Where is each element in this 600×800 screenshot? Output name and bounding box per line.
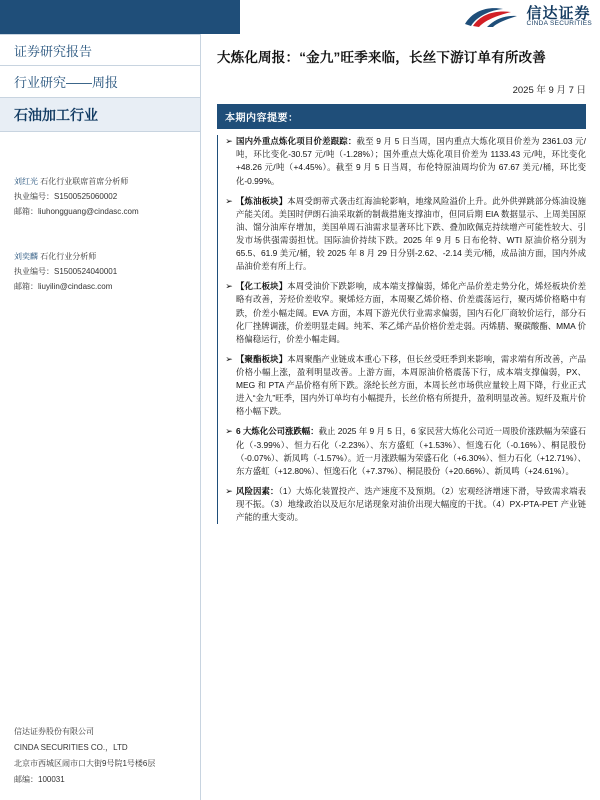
sidebar-band-research-report: 证券研究报告 [0,34,200,66]
analyst-1-name: 刘红光 [14,177,38,186]
list-item [218,135,586,187]
logo-english-name: CINDA SECURITIES [526,20,592,28]
main-content [201,34,600,800]
list-item [218,353,586,419]
logo-text [527,6,592,29]
bullet-lead: 国内外重点炼化项目价差跟踪： [236,136,357,147]
bullet-arrow-icon: ➢ [225,136,233,147]
bullet-body-text: 截至 9 月 5 日当周，国内重点大炼化项目价差为 2361.03 元/吨，环比变化-30.57 元/吨（-1.28%）；国外重点大炼化项目价差为 1133.43 元/吨，环比变化+48.26 元/吨（+4.45%）。截至 9 月 5 日当周，布伦特原油周均价为 67.67 美元/桶，环比变化-0.99%。 [236,136,586,186]
list-item [218,280,586,346]
analyst-block-2 [14,249,192,295]
bullet-lead: 6 大炼化公司涨跌幅： [236,426,319,437]
bullet-arrow-icon: ➢ [225,485,233,496]
sidebar-band-industry-weekly: 行业研究——周报 [0,66,200,98]
analyst-1-license: 执业编号：S1500525060002 [14,192,118,202]
bullet-body-text: 本周聚酯产业链成本重心下移，但长丝受旺季到来影响，需求端有所改善，产品价格小幅上涨，盈利明显改善。上游方面，本周原油价格震荡下行，成本端支撑偏弱，PX、MEG 和 PTA 产品价格有所下跌。涤纶长丝方面，本周长丝市场供应量较上周下降，行业正式进入“金九”旺季，国内外订单均有小幅提升，长丝价格有所提升，盈利明显改善。短纤及瓶片价格小幅下跌。 [236,353,587,417]
logo-mark-icon [463,4,521,30]
analyst-2-name: 刘奕麟 [14,252,38,261]
analyst-block-1 [14,174,192,220]
bullet-body-text: （1）大炼化装置投产、迭产速度不及预期。（2）宏观经济增速下滑，导致需求端表现不振。（3）地缘政治以及厄尔尼诺现象对油价出现大幅度的干扰。（4）PX-PTA-PET 产业链产能的重大变动。 [236,485,586,523]
bullet-text [236,280,586,346]
bullet-lead: 风险因素： [236,485,279,496]
bullet-text [236,135,586,187]
list-item [218,485,586,524]
bullet-text [236,353,586,419]
sidebar-band-industry-name: 石油加工行业 [0,98,200,132]
bullet-arrow-icon: ➢ [225,281,233,292]
report-date: 2025 年 9 月 7 日 [512,85,586,97]
footer-line-2: CINDA SECURITIES CO.，LTD [14,743,128,752]
footer-line-1: 信达证券股份有限公司 [14,727,94,736]
list-item [218,195,586,274]
bullet-text [236,485,586,524]
bullet-text [236,425,586,477]
footer-line-3: 北京市西城区闹市口大街9号院1号楼6层 [14,759,156,768]
bullet-body-text: 本周受油价下跌影响，成本端支撑偏弱，烯化产品价差走势分化，烯烃板块价差略有改善，芳烃价差收窄。聚烯烃方面，本周聚乙烯价格、价差震荡运行，聚丙烯价格略中有跌，价差小幅走阔。EVA 方面，本周下游光伏行业需求偏弱，国内石化厂商较价运行，部分石化厂挫牌调涨，价差明显走阔。纯苯、苯乙烯产品价格价差走弱。丙烯腈、聚碳酸酯、MMA 价格偏稳运行，价差小幅走阔。 [236,281,587,344]
bullet-arrow-icon: ➢ [225,353,233,364]
summary-header: 本期内容提要： [217,104,586,129]
page-title: 大炼化周报：“金九”旺季来临，长丝下游订单有所改善 [217,50,546,65]
sidebar-footer [14,724,194,788]
footer-line-4: 邮编：100031 [14,775,65,784]
summary-bullet-list [217,135,586,524]
logo-chinese-name: 信达证券 [526,4,591,22]
bullet-lead: 【炼油板块】 [236,195,288,206]
analyst-2-license: 执业编号：S1500524040001 [14,267,118,277]
bullet-lead: 【化工板块】 [236,281,288,292]
company-logo [463,0,592,34]
analyst-1-email: 邮箱：liuhongguang@cindasc.com [14,207,139,217]
bullet-body-text: 截止 2025 年 9 月 5 日，6 家民营大炼化公司近一周股价涨跌幅为荣盛石化（-3.99%）、恒力石化（-2.23%）、东方盛虹（+1.53%）、恒逸石化（-0.16%）、桐昆股份（-0.07%）、新凤鸣（-1.57%）。近一月涨跌幅为荣盛石化（+6.30%）、恒力石化（+12.71%）、东方盛虹（+12.80%）、恒逸石化（+7.37%）、桐昆股份（+20.66%）、新凤鸣（+24.61%）。 [236,426,587,476]
bullet-arrow-icon: ➢ [225,426,233,437]
bullet-arrow-icon: ➢ [225,195,233,206]
analyst-2-name-role [14,249,192,264]
bullet-text [236,195,586,274]
analyst-2-role: 石化行业分析师 [40,252,97,261]
sidebar [0,34,200,800]
bullet-body-text: 本周受朗蒂式袭击红海油轮影响，地缘风险溢价上升。此外供弹跳部分炼油设施产能关闭。美国时伊朗石油采取新的制裁措施支撑油市，但同后期 EIA 数据显示、上周美国原油、馏分油库存增加，美国单周石油需求显著环比下跌、叠加欧佩克持续增产可能性较大、引发市场供强需弱担忧。国际油价持续下跌。2025 年 9 月 5 日布伦特、WTI 原油价格分别为 65.5、61.9 美元/桶，较 2025 年 8 月 29 日分别-2.62、-2.14 美元/桶，成品油方面，国内外成品油价差有所上行。 [236,195,587,272]
analyst-2-email: 邮箱：liuyilin@cindasc.com [14,282,113,292]
analyst-1-role: 石化行业联席首席分析师 [40,177,129,186]
list-item [218,425,586,477]
bullet-lead: 【聚酯板块】 [236,353,288,364]
header-band [0,0,600,34]
analyst-1-name-role [14,174,192,189]
